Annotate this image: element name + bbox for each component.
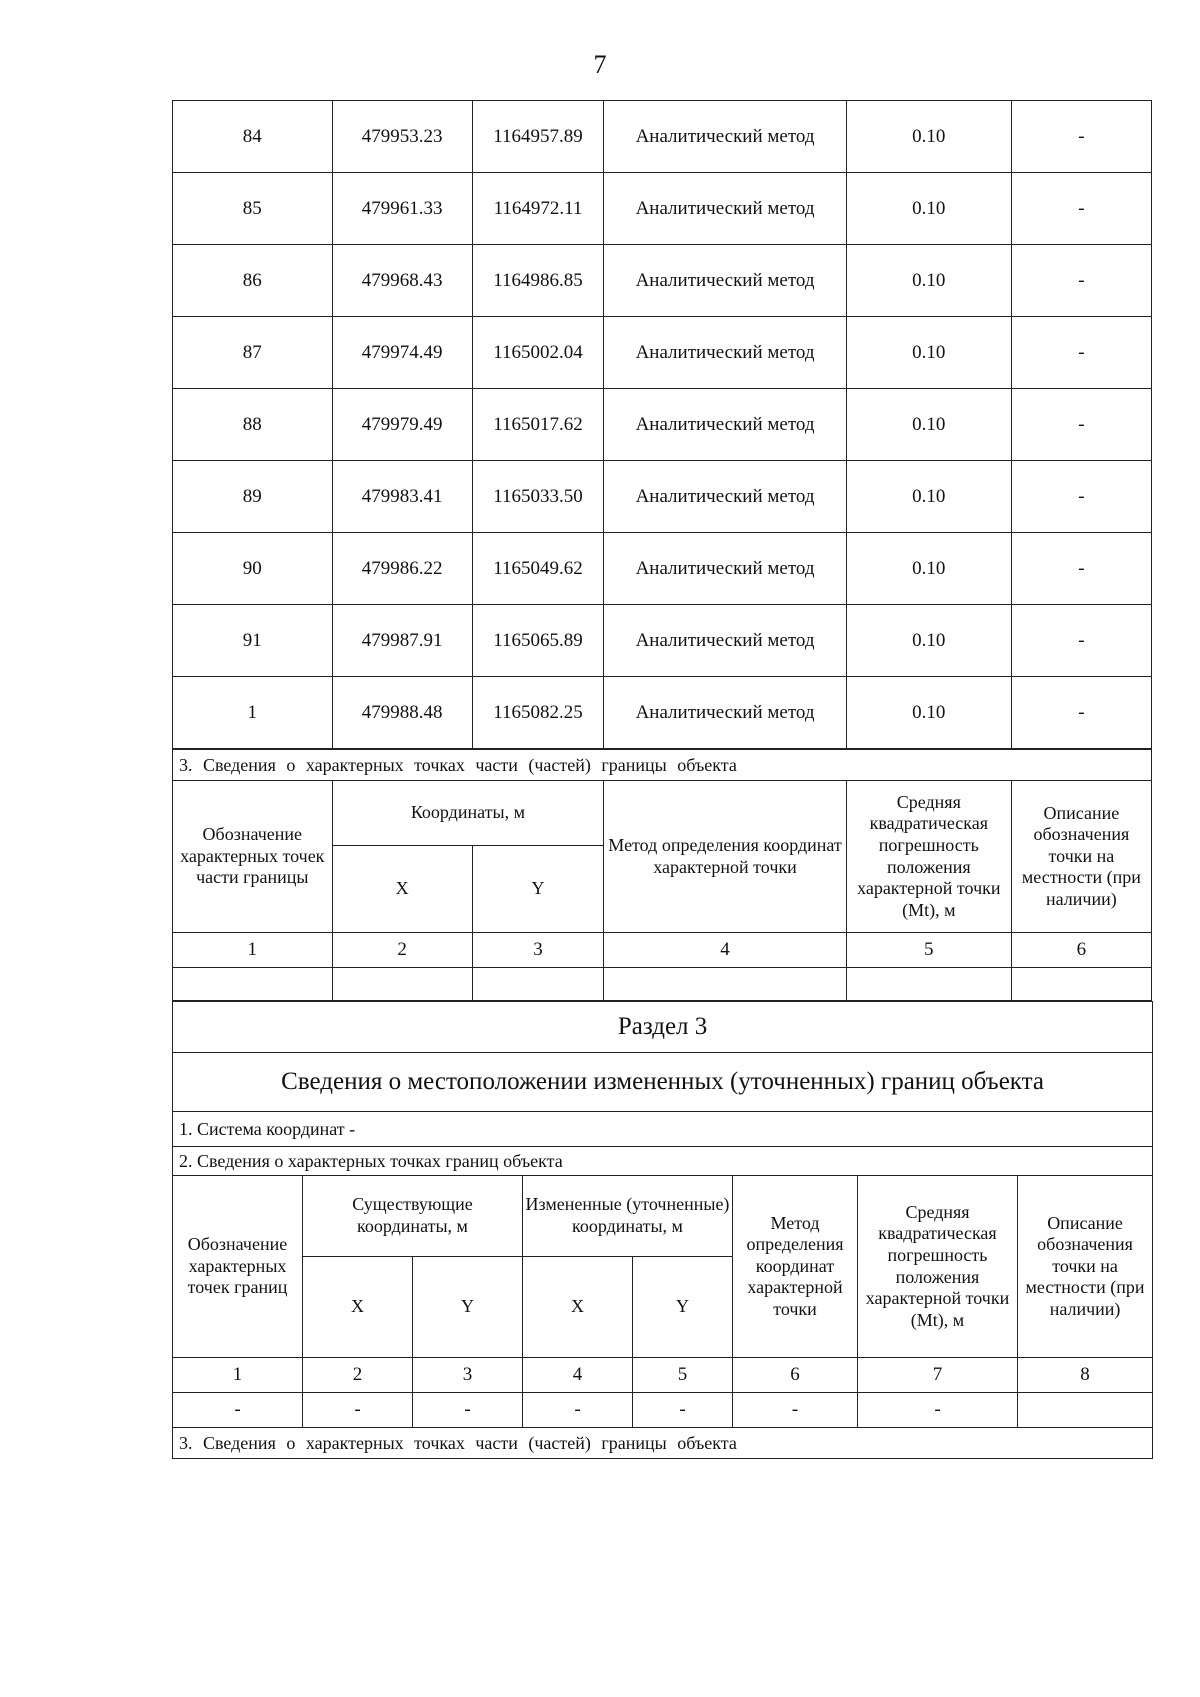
point-id-cell: 91 [173, 605, 333, 677]
point-description-cell: - [1011, 317, 1151, 389]
point-mt-cell: 0.10 [846, 101, 1011, 173]
point-y-cell: 1164986.85 [472, 245, 604, 317]
point-mt-cell: 0.10 [846, 677, 1011, 749]
index-cell: 1 [173, 1358, 303, 1393]
point-mt-cell: 0.10 [846, 533, 1011, 605]
point-id-cell: 1 [173, 677, 333, 749]
section-3-table [172, 1001, 1153, 1459]
table-row [173, 245, 1152, 317]
point-mt-cell: 0.10 [846, 605, 1011, 677]
index-cell: 7 [858, 1358, 1018, 1393]
section-title: Раздел 3 [173, 1002, 1153, 1053]
table-row [173, 389, 1152, 461]
part-boundary-table [172, 749, 1152, 1001]
index-cell: 2 [332, 933, 472, 968]
section-3-part-caption: 3. Сведения о характерных точках части (частей) границы объекта [173, 1428, 1153, 1459]
empty-cell [472, 968, 604, 1001]
point-method-cell: Аналитический метод [604, 677, 847, 749]
header-designation: Обозначение характерных точек границ [173, 1176, 303, 1358]
header-description: Описание обозначения точки на местности (при наличии) [1018, 1176, 1153, 1358]
header-description: Описание обозначения точки на местности (при наличии) [1011, 781, 1151, 933]
header-mt: Средняя квадратическая погрешность положения характерной точки (Mt), м [846, 781, 1011, 933]
point-id-cell: 84 [173, 101, 333, 173]
header-method: Метод определения координат характерной точки [604, 781, 847, 933]
point-y-cell: 1165002.04 [472, 317, 604, 389]
point-y-cell: 1165049.62 [472, 533, 604, 605]
point-method-cell: Аналитический метод [604, 173, 847, 245]
point-x-cell: 479986.22 [332, 533, 472, 605]
table-row [173, 677, 1152, 749]
empty-cell [332, 968, 472, 1001]
data-cell: - [733, 1393, 858, 1428]
point-description-cell: - [1011, 245, 1151, 317]
points-table-body [173, 101, 1152, 749]
empty-cell [1011, 968, 1151, 1001]
table-row [173, 533, 1152, 605]
data-cell: - [303, 1393, 413, 1428]
empty-cell [604, 968, 847, 1001]
index-cell: 2 [303, 1358, 413, 1393]
point-mt-cell: 0.10 [846, 317, 1011, 389]
point-method-cell: Аналитический метод [604, 605, 847, 677]
points-table [172, 100, 1152, 749]
index-cell: 1 [173, 933, 333, 968]
index-cell: 3 [472, 933, 604, 968]
data-cell [1018, 1393, 1153, 1428]
table-row [173, 173, 1152, 245]
coordinate-system-line: 1. Система координат - [173, 1112, 1153, 1147]
point-id-cell: 87 [173, 317, 333, 389]
point-y-cell: 1165033.50 [472, 461, 604, 533]
point-x-cell: 479961.33 [332, 173, 472, 245]
table-row [173, 461, 1152, 533]
point-id-cell: 90 [173, 533, 333, 605]
part-boundary-caption: 3. Сведения о характерных точках части (частей) границы объекта [173, 750, 1152, 781]
header-existing-coordinates: Существующие координаты, м [303, 1176, 523, 1257]
point-x-cell: 479974.49 [332, 317, 472, 389]
point-y-cell: 1165065.89 [472, 605, 604, 677]
index-cell: 5 [846, 933, 1011, 968]
header-mt: Средняя квадратическая погрешность положения характерной точки (Mt), м [858, 1176, 1018, 1358]
header-coordinates: Координаты, м [332, 781, 604, 846]
document-sheet [172, 100, 1152, 1459]
header-existing-y: Y [413, 1257, 523, 1358]
point-description-cell: - [1011, 461, 1151, 533]
boundary-points-caption: 2. Сведения о характерных точках границ объекта [173, 1147, 1153, 1176]
point-x-cell: 479988.48 [332, 677, 472, 749]
page-number: 7 [593, 50, 607, 79]
point-mt-cell: 0.10 [846, 245, 1011, 317]
header-method: Метод определения координат характерной точки [733, 1176, 858, 1358]
point-description-cell: - [1011, 101, 1151, 173]
data-cell: - [173, 1393, 303, 1428]
point-x-cell: 479983.41 [332, 461, 472, 533]
point-description-cell: - [1011, 173, 1151, 245]
point-x-cell: 479968.43 [332, 245, 472, 317]
point-mt-cell: 0.10 [846, 461, 1011, 533]
index-cell: 6 [733, 1358, 858, 1393]
point-id-cell: 88 [173, 389, 333, 461]
table-row [173, 605, 1152, 677]
point-description-cell: - [1011, 389, 1151, 461]
point-x-cell: 479987.91 [332, 605, 472, 677]
header-y: Y [472, 846, 604, 933]
header-x: X [332, 846, 472, 933]
data-cell: - [858, 1393, 1018, 1428]
point-id-cell: 86 [173, 245, 333, 317]
empty-cell [173, 968, 333, 1001]
point-y-cell: 1164957.89 [472, 101, 604, 173]
point-y-cell: 1165017.62 [472, 389, 604, 461]
section-subtitle: Сведения о местоположении измененных (уточненных) границ объекта [173, 1053, 1153, 1112]
index-cell: 5 [633, 1358, 733, 1393]
point-description-cell: - [1011, 677, 1151, 749]
point-id-cell: 85 [173, 173, 333, 245]
point-y-cell: 1165082.25 [472, 677, 604, 749]
point-x-cell: 479979.49 [332, 389, 472, 461]
data-cell: - [523, 1393, 633, 1428]
empty-cell [846, 968, 1011, 1001]
point-method-cell: Аналитический метод [604, 461, 847, 533]
header-changed-y: Y [633, 1257, 733, 1358]
index-cell: 4 [604, 933, 847, 968]
point-method-cell: Аналитический метод [604, 533, 847, 605]
point-x-cell: 479953.23 [332, 101, 472, 173]
point-method-cell: Аналитический метод [604, 101, 847, 173]
point-description-cell: - [1011, 533, 1151, 605]
index-cell: 4 [523, 1358, 633, 1393]
header-designation: Обозначение характерных точек части границы [173, 781, 333, 933]
point-method-cell: Аналитический метод [604, 317, 847, 389]
point-method-cell: Аналитический метод [604, 389, 847, 461]
index-cell: 8 [1018, 1358, 1153, 1393]
data-cell: - [633, 1393, 733, 1428]
table-row [173, 101, 1152, 173]
point-method-cell: Аналитический метод [604, 245, 847, 317]
data-cell: - [413, 1393, 523, 1428]
point-description-cell: - [1011, 605, 1151, 677]
index-cell: 6 [1011, 933, 1151, 968]
point-mt-cell: 0.10 [846, 389, 1011, 461]
point-id-cell: 89 [173, 461, 333, 533]
header-changed-coordinates: Измененные (уточненные) координаты, м [523, 1176, 733, 1257]
index-cell: 3 [413, 1358, 523, 1393]
point-mt-cell: 0.10 [846, 173, 1011, 245]
table-row [173, 317, 1152, 389]
header-changed-x: X [523, 1257, 633, 1358]
header-existing-x: X [303, 1257, 413, 1358]
point-y-cell: 1164972.11 [472, 173, 604, 245]
